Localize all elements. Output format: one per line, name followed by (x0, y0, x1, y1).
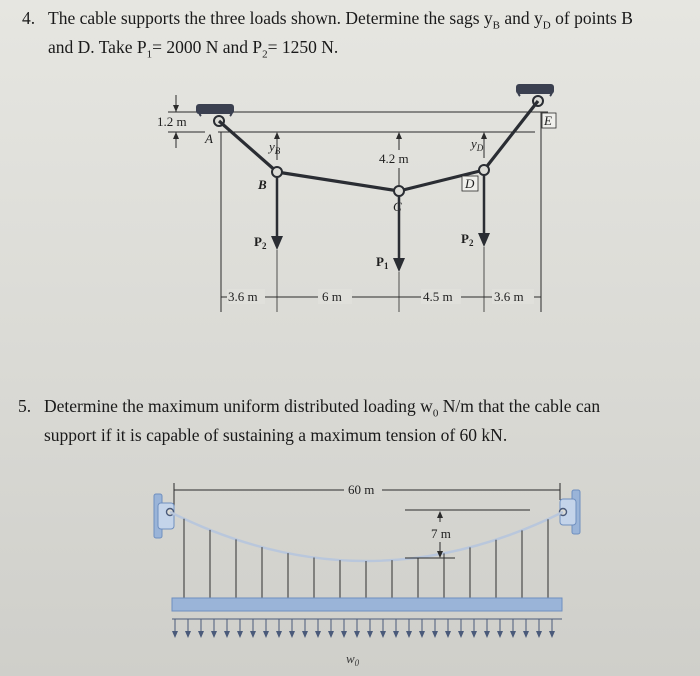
bridge-deck (172, 598, 562, 611)
sag-arrowhead-top (437, 511, 443, 518)
span2-label: 6 m (322, 289, 342, 304)
problem-5-number: 5. (18, 396, 32, 416)
load-arrowhead (224, 631, 230, 638)
load-arrowhead (237, 631, 243, 638)
sag-label: 7 m (431, 526, 451, 541)
load-p2-right-label: $P_2$ (461, 231, 474, 248)
span1-label: 3.6 m (228, 289, 258, 304)
load-arrowhead (523, 631, 529, 638)
load-arrowhead (289, 631, 295, 638)
load-arrowhead (354, 631, 360, 638)
load-arrowhead (445, 631, 451, 638)
load-arrowhead (484, 631, 490, 638)
load-arrowhead (198, 631, 204, 638)
load-arrowhead (471, 631, 477, 638)
problem-4-line1-end: of points B (550, 8, 633, 28)
load-arrowhead (497, 631, 503, 638)
label-b: B (258, 177, 267, 192)
load-arrowhead (263, 631, 269, 638)
load-arrowhead (172, 631, 178, 638)
problem-4-sub-d: D (542, 19, 551, 32)
dim-60-label: 60 m (348, 482, 375, 497)
label-c: C (393, 199, 402, 214)
load-arrowhead (419, 631, 425, 638)
load-arrowhead (367, 631, 373, 638)
problem-4-line2: and D. Take P (48, 36, 147, 57)
load-arrowhead (276, 631, 282, 638)
load-arrowhead (250, 631, 256, 638)
problem-4-sub-b: B (492, 19, 501, 32)
load-arrowhead (510, 631, 516, 638)
load-p2-left-label: $P_2$ (254, 234, 267, 251)
load-arrowhead (341, 631, 347, 638)
load-arrowhead (315, 631, 321, 638)
load-arrowhead (549, 631, 555, 638)
label-e: E (544, 113, 552, 128)
load-arrowhead (328, 631, 334, 638)
load-arrowhead (432, 631, 438, 638)
problem-4-line1-mid: and y (500, 8, 543, 28)
load-arrowhead (185, 631, 191, 638)
problem-5-line2: support if it is capable of sustaining a maximum tension of 60 kN. (44, 424, 508, 445)
load-arrowhead (211, 631, 217, 638)
bridge-cable (170, 512, 563, 561)
load-arrowhead (536, 631, 542, 638)
span3-label: 4.5 m (423, 289, 453, 304)
load-arrow-group (172, 619, 555, 638)
problem-5-line1: Determine the maximum uniform distributed loading w (44, 396, 433, 416)
problem-4-sub-1: 1 (146, 48, 153, 60)
load-arrowhead (458, 631, 464, 638)
load-w0-label: $w_0$ (346, 651, 360, 668)
problem-5-sub-0: 0 (432, 407, 439, 420)
load-arrowhead (406, 631, 412, 638)
load-p1-label: $P_1$ (376, 254, 389, 271)
yb-label: $y_B$ (269, 139, 281, 156)
problem-5-line1-end: N/m that the cable can (438, 396, 601, 416)
dim-1.2-label: 1.2 m (157, 114, 187, 129)
hanger-group (184, 519, 548, 598)
load-arrowhead (393, 631, 399, 638)
yd-label: $y_D$ (471, 136, 484, 153)
problem-4-line2-end: = 1250 N. (267, 36, 339, 57)
left-bridge-support (154, 494, 174, 538)
problem-4-line2-mid: = 2000 N and P (152, 36, 263, 57)
problem-4-number: 4. (22, 8, 36, 28)
load-arrowhead (302, 631, 308, 638)
problem-4-sub-2: 2 (262, 48, 268, 60)
label-d: D (465, 176, 475, 191)
problem-4-line1: The cable supports the three loads shown. Determine the sags y (48, 8, 493, 28)
load-arrowhead (380, 631, 386, 638)
dim-4.2-label: 4.2 m (379, 151, 409, 166)
label-a: A (205, 131, 213, 146)
span4-label: 3.6 m (494, 289, 524, 304)
